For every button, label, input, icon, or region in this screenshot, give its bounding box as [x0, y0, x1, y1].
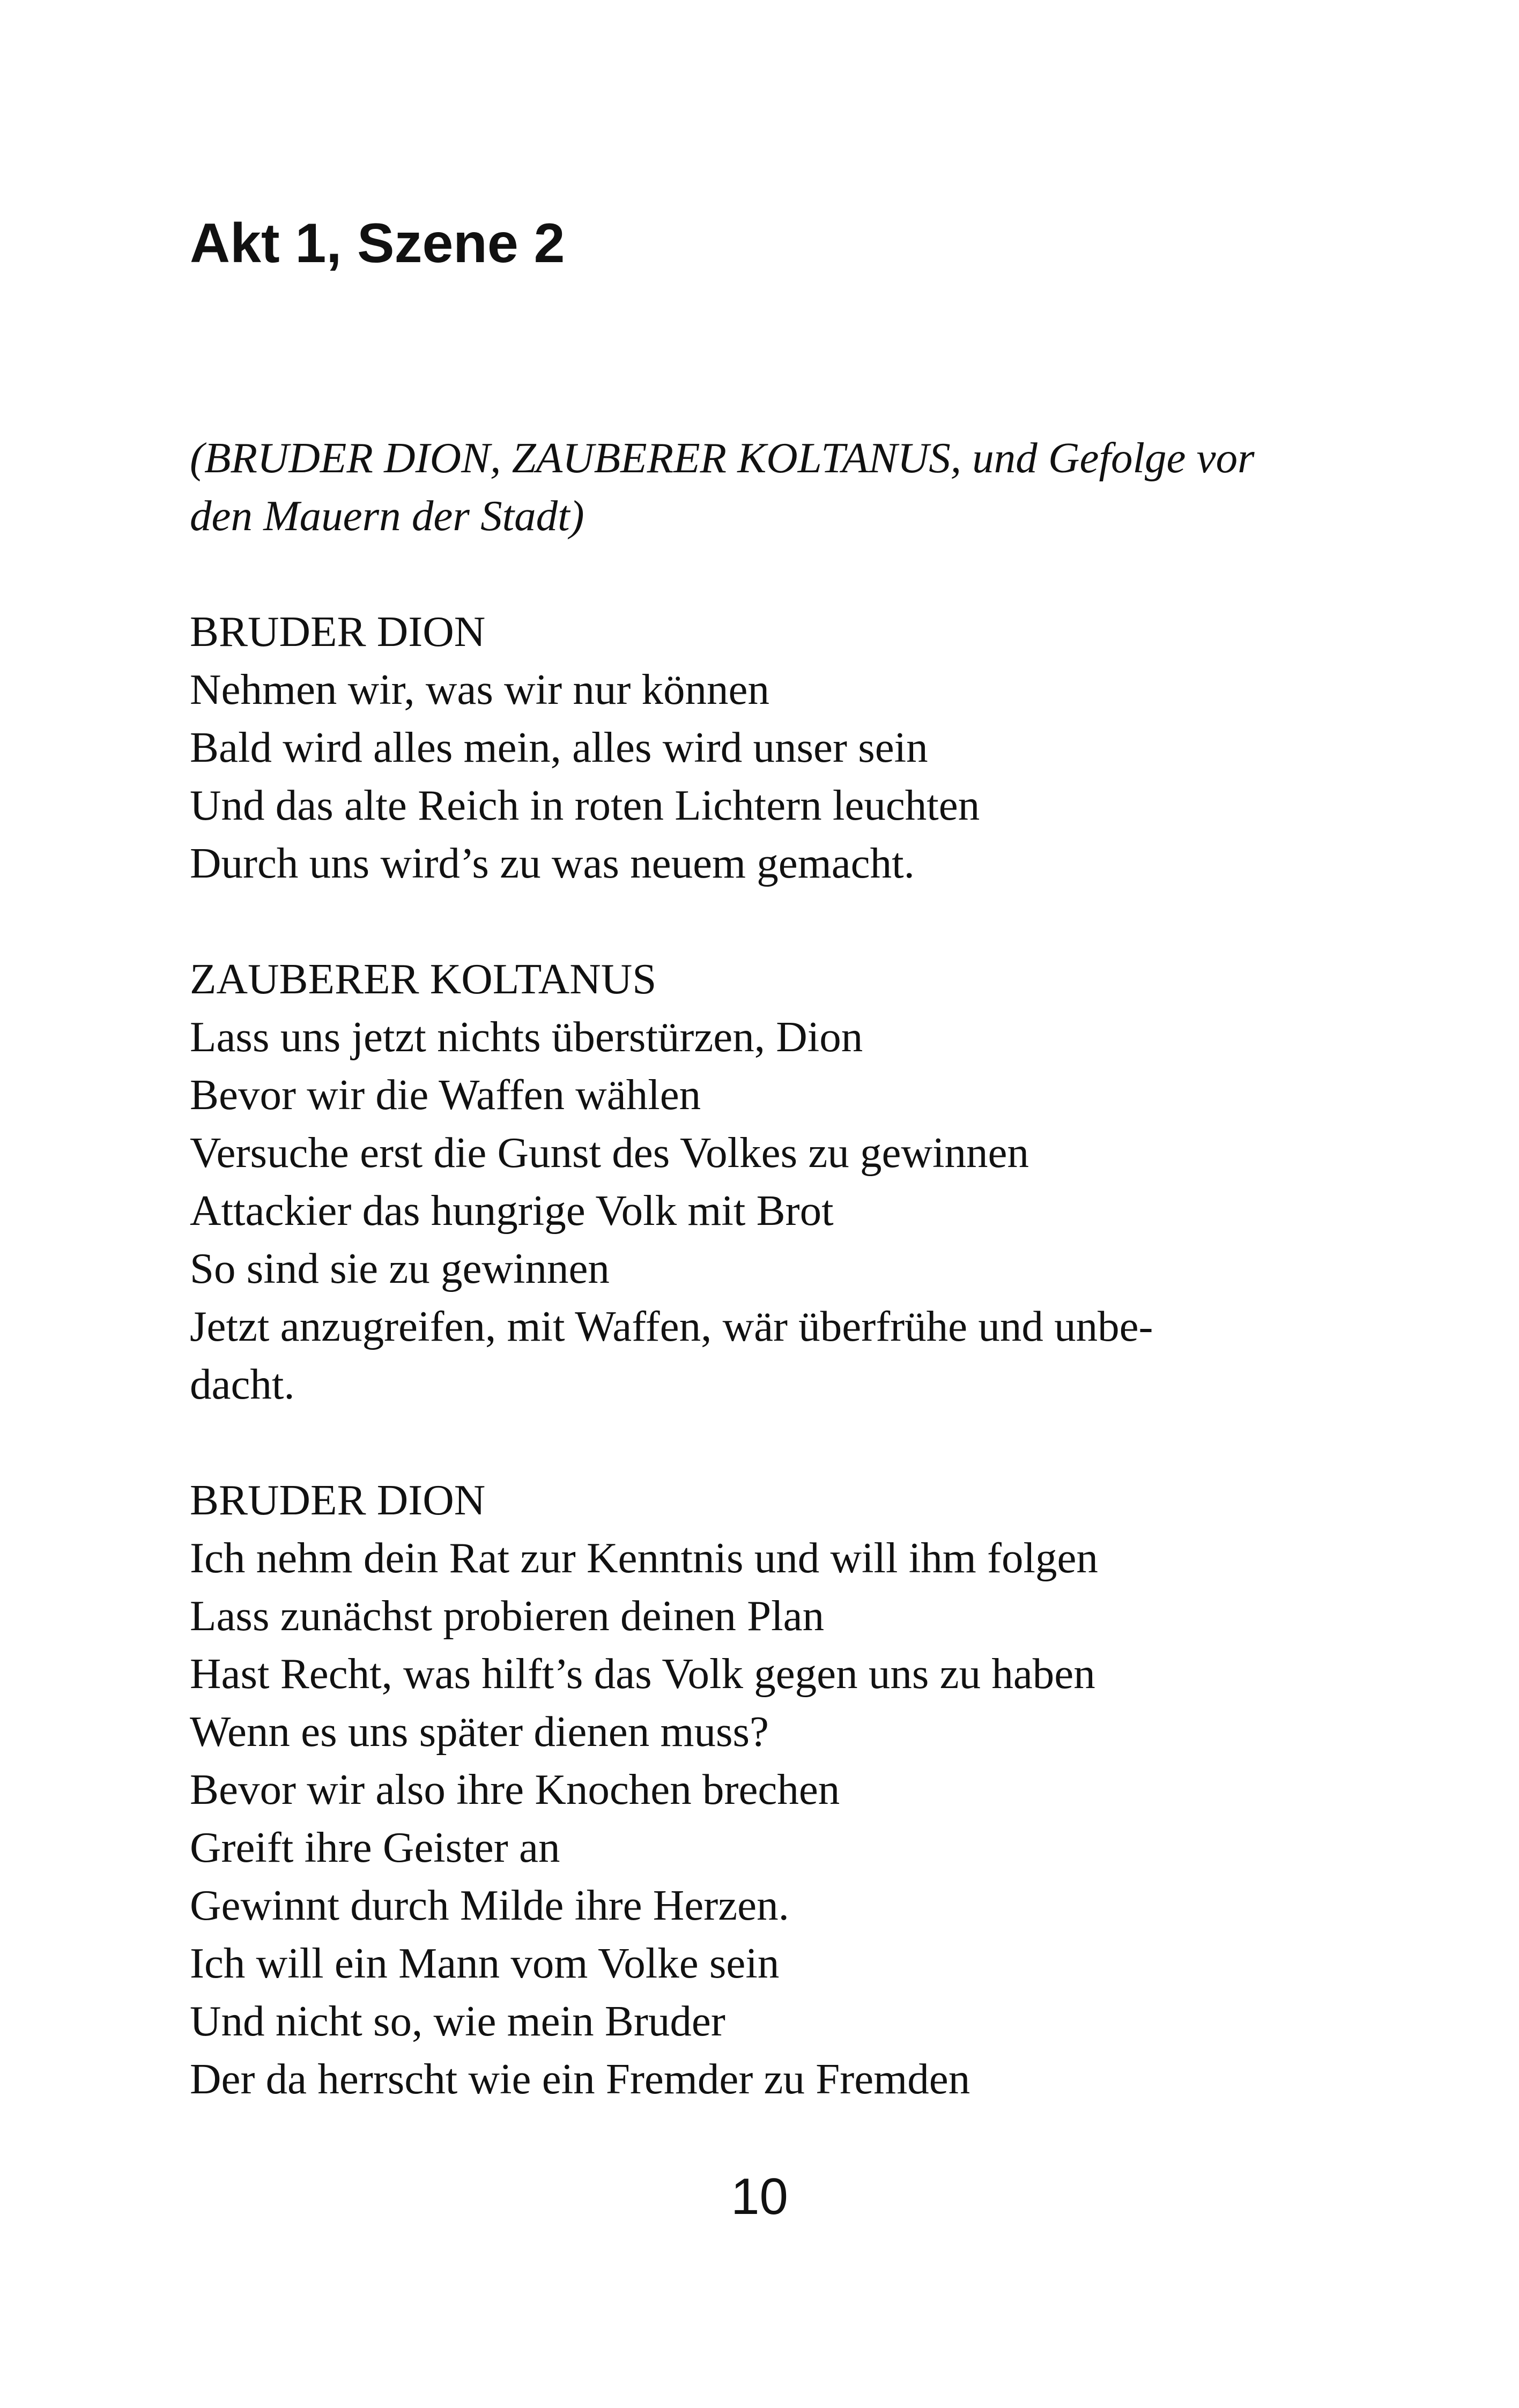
verse-line: Greift ihre Geister an: [190, 1823, 560, 1871]
verse-line: Nehmen wir, was wir nur können: [190, 665, 770, 714]
verse-line: Bald wird alles mein, alles wird unser sein: [190, 723, 928, 771]
speaker-name: ZAUBERER KOLTANUS: [190, 955, 657, 1003]
verse-line: Gewinnt durch Milde ihre Herzen.: [190, 1881, 789, 1929]
verse-line: Jetzt anzugreifen, mit Waffen, wär überfrühe und unbe-: [190, 1302, 1153, 1350]
verse-line: Bevor wir die Waffen wählen: [190, 1071, 701, 1119]
verse-line: Wenn es uns später dienen muss?: [190, 1707, 769, 1756]
stage-direction-line: den Mauern der Stadt): [190, 492, 584, 540]
verse-line: Versuche erst die Gunst des Volkes zu gewinnen: [190, 1128, 1029, 1177]
verse-line: Durch uns wird’s zu was neuem gemacht.: [190, 839, 915, 887]
page-number: 10: [731, 2168, 788, 2225]
speech-block: [190, 950, 1337, 1413]
speech-block: [190, 603, 1337, 892]
verse-line: Ich nehm dein Rat zur Kenntnis und will ihm folgen: [190, 1534, 1098, 1582]
speaker-name: BRUDER DION: [190, 1476, 486, 1524]
verse-line: Der da herrscht wie ein Fremder zu Fremden: [190, 2055, 970, 2103]
speaker-name: BRUDER DION: [190, 607, 486, 656]
verse-line: Lass zunächst probieren deinen Plan: [190, 1592, 825, 1640]
verse-line: Und das alte Reich in roten Lichtern leuchten: [190, 781, 980, 829]
scene-title: Akt 1, Szene 2: [190, 212, 565, 274]
speech-block: [190, 1471, 1337, 2108]
verse-line: Bevor wir also ihre Knochen brechen: [190, 1765, 840, 1814]
verse-line: Und nicht so, wie mein Bruder: [190, 1997, 725, 2045]
stage-direction: [190, 429, 1337, 545]
verse-line: Ich will ein Mann vom Volke sein: [190, 1939, 780, 1987]
verse-line: Lass uns jetzt nichts überstürzen, Dion: [190, 1013, 863, 1061]
verse-line: dacht.: [190, 1360, 295, 1408]
stage-direction-line: (BRUDER DION, ZAUBERER KOLTANUS, und Gefolge vor: [190, 434, 1255, 482]
verse-line: Attackier das hungrige Volk mit Brot: [190, 1186, 834, 1235]
scene-text: [190, 429, 1337, 2108]
verse-line: Hast Recht, was hilft’s das Volk gegen uns zu haben: [190, 1649, 1095, 1698]
verse-line: So sind sie zu gewinnen: [190, 1244, 610, 1292]
